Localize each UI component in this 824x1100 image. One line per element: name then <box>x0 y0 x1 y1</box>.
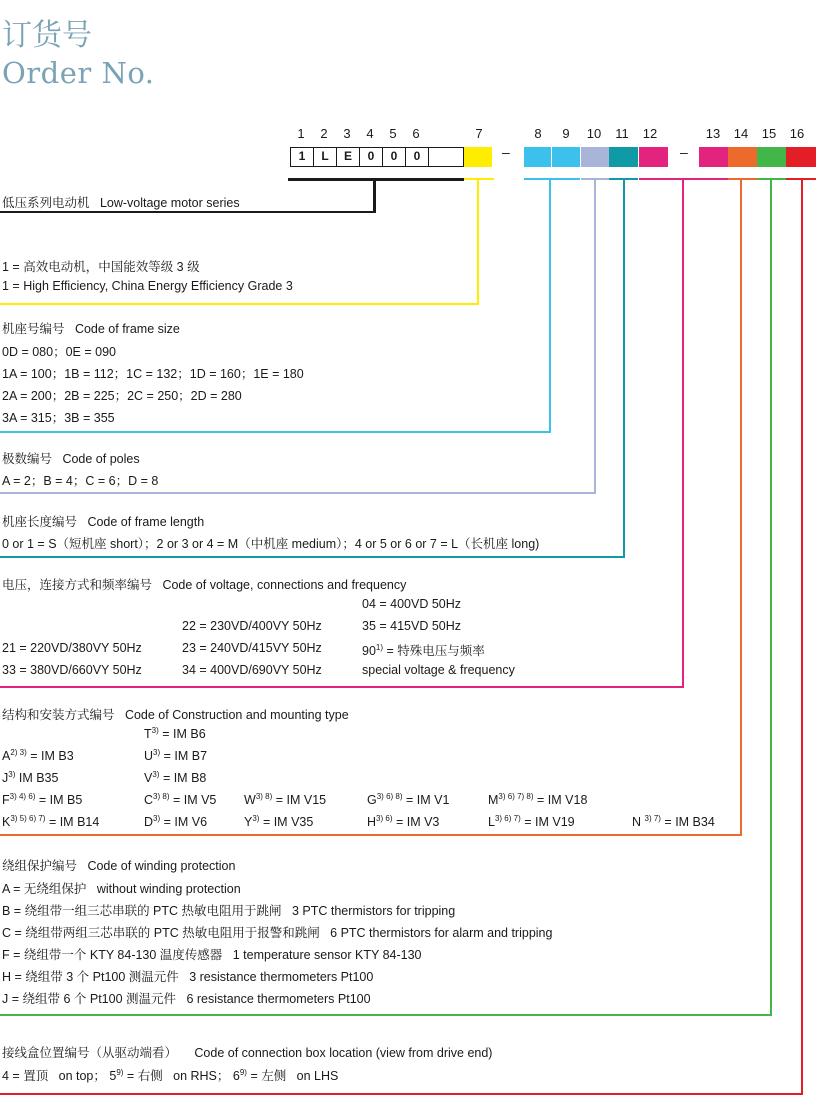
construction-item <box>244 793 326 807</box>
footnote-ref: 3) <box>153 813 161 823</box>
position-number: 16 <box>789 126 805 141</box>
color-box-13 <box>699 147 728 167</box>
code: L <box>488 815 495 829</box>
code: M <box>488 793 499 807</box>
value: = IM V19 <box>520 815 575 829</box>
voltage-code: 22 = 230VD/400VY 50Hz <box>182 619 322 633</box>
frame-size-row: 1A = 100；1B = 112；1C = 132；1D = 160；1E = 180 <box>2 367 304 381</box>
voltage-code: 35 = 415VD 50Hz <box>362 619 462 633</box>
bracket-yellow <box>464 178 494 180</box>
code: G <box>367 793 377 807</box>
series-en: Low-voltage motor series <box>99 196 240 210</box>
construction-item <box>632 815 715 829</box>
code: K <box>2 815 11 829</box>
code: H <box>367 815 377 829</box>
bracket-cyan <box>524 178 580 180</box>
code-box-blank <box>429 147 464 167</box>
footnote-ref: 3) <box>8 769 16 779</box>
value: = IM B34 <box>660 815 715 829</box>
construction-item <box>244 815 313 829</box>
box-location-lhs-en: on LHS <box>296 1069 339 1083</box>
footnote-ref: 3) 6) 7) 8) <box>498 791 534 801</box>
winding-en: 6 resistance thermometers Pt100 <box>186 992 371 1006</box>
code: D <box>144 815 154 829</box>
winding-en: 3 PTC thermistors for tripping <box>291 904 456 918</box>
box-location-rhs: = 右侧 <box>123 1069 163 1083</box>
construction-heading-zh: 结构和安装方式编号 <box>2 708 115 722</box>
position-number: 11 <box>615 126 629 141</box>
winding-en: without winding protection <box>96 882 241 896</box>
footnote-ref: 3) <box>252 813 260 823</box>
position-number: 13 <box>705 126 721 141</box>
winding-row <box>2 945 422 963</box>
line-magenta-h <box>0 686 684 688</box>
line-black-h <box>0 211 376 213</box>
line-green-v <box>770 178 772 1016</box>
voltage-code: special voltage & frequency <box>362 663 515 677</box>
code: J <box>2 771 9 785</box>
line-yellow-h <box>0 303 479 305</box>
box-location-heading-en: Code of connection box location (view from drive end) <box>194 1046 493 1060</box>
winding-zh: F = 绕组带一个 KTY 84-130 温度传感器 <box>2 948 223 962</box>
construction-item <box>2 749 74 763</box>
box-location-lhs: = 左侧 <box>246 1069 287 1083</box>
code-box: L <box>314 147 337 167</box>
efficiency-zh-row <box>2 257 200 275</box>
efficiency-zh: 高效电动机，中国能效等级 3 级 <box>23 260 200 274</box>
line-red-h <box>0 1093 803 1095</box>
position-number: 6 <box>412 126 420 141</box>
color-box-9 <box>552 147 580 167</box>
construction-item <box>488 815 575 829</box>
box-location-heading-zh: 接线盒位置编号（从驱动端看） <box>2 1046 178 1060</box>
frame-length-row: 0 or 1 = S（短机座 short）；2 or 3 or 4 = M（中机座 medium）；4 or 5 or 6 or 7 = L（长机座 long) <box>2 537 540 551</box>
line-green-h <box>0 1014 772 1016</box>
code-box: E <box>337 147 360 167</box>
winding-row <box>2 967 373 985</box>
page-title-en: Order No. <box>2 56 155 90</box>
box-location-lhs-code: 6 <box>232 1069 240 1083</box>
box-location-heading <box>2 1043 492 1061</box>
color-box-7 <box>464 147 492 167</box>
position-number: 2 <box>320 126 328 141</box>
winding-zh: B = 绕组带一组三芯串联的 PTC 热敏电阻用于跳闸 <box>2 904 282 918</box>
construction-item <box>144 815 207 829</box>
position-number: 14 <box>733 126 749 141</box>
box-location-rhs-code: 5 <box>109 1069 117 1083</box>
code: A <box>2 749 11 763</box>
series-zh: 低压系列电动机 <box>2 196 90 210</box>
position-number: 4 <box>366 126 374 141</box>
footnote-ref: 3) 5) 6) 7) <box>10 813 46 823</box>
value: = IM V6 <box>160 815 208 829</box>
code: N <box>632 815 645 829</box>
footnote-ref: 3) 7) <box>644 813 661 823</box>
frame-size-row: 0D = 080；0E = 090 <box>2 345 116 359</box>
footnote-ref: 3) 6) 7) <box>494 813 521 823</box>
poles-heading <box>2 449 140 467</box>
position-number: 1 <box>297 126 305 141</box>
efficiency-code: 1 = <box>2 260 24 274</box>
poles-heading-zh: 极数编号 <box>2 452 53 466</box>
code: V <box>144 771 153 785</box>
value: = IM B6 <box>158 727 206 741</box>
frame-size-heading-zh: 机座号编号 <box>2 322 65 336</box>
voltage-code-value: 90 <box>362 644 376 658</box>
code-box: 1 <box>290 147 314 167</box>
line-cyan-h <box>0 431 551 433</box>
bracket-orange <box>728 178 757 180</box>
winding-zh: A = 无绕组保护 <box>2 882 87 896</box>
color-box-8 <box>524 147 552 167</box>
line-orange-h <box>0 834 742 836</box>
code: U <box>144 749 154 763</box>
construction-item <box>367 815 439 829</box>
line-yellow-v <box>477 178 479 305</box>
voltage-code-special <box>362 641 485 659</box>
winding-en: 1 temperature sensor KTY 84-130 <box>232 948 422 962</box>
winding-row <box>2 923 552 941</box>
construction-item <box>2 771 58 785</box>
position-number: 15 <box>761 126 777 141</box>
box-location-top-en: on top； <box>58 1069 106 1083</box>
position-number: 7 <box>475 126 483 141</box>
winding-row <box>2 901 455 919</box>
value: = IM B8 <box>159 771 207 785</box>
code-box: 0 <box>360 147 383 167</box>
winding-heading-en: Code of winding protection <box>87 859 236 873</box>
winding-heading-zh: 绕组保护编号 <box>2 859 78 873</box>
code-box: 0 <box>406 147 429 167</box>
line-lavender-v <box>594 178 596 494</box>
color-box-16 <box>786 147 816 167</box>
frame-length-heading-zh: 机座长度编号 <box>2 515 78 529</box>
footnote-ref: 3) 8) <box>255 791 273 801</box>
line-red-v <box>801 178 803 1095</box>
construction-item <box>488 793 587 807</box>
position-number: 9 <box>562 126 570 141</box>
separator: – <box>502 144 510 160</box>
winding-row <box>2 879 241 897</box>
construction-heading <box>2 705 349 723</box>
code: W <box>244 793 256 807</box>
value: = IM V35 <box>259 815 314 829</box>
construction-item <box>144 793 216 807</box>
line-teal-v <box>623 178 625 558</box>
box-location-rhs-en: on RHS； <box>173 1069 230 1083</box>
voltage-heading <box>2 575 406 593</box>
footnote-ref: 3) 4) 6) <box>9 791 36 801</box>
color-box-12 <box>639 147 668 167</box>
footnote-ref: 3) <box>151 725 159 735</box>
winding-zh: J = 绕组带 6 个 Pt100 测温元件 <box>2 992 177 1006</box>
line-teal-h <box>0 556 625 558</box>
frame-size-heading-en: Code of frame size <box>74 322 180 336</box>
value: = IM V5 <box>169 793 217 807</box>
position-number: 8 <box>534 126 542 141</box>
voltage-code: 34 = 400VD/690VY 50Hz <box>182 663 322 677</box>
separator: – <box>680 144 688 160</box>
value: = IM V18 <box>533 793 588 807</box>
footnote-ref: 3) <box>152 769 160 779</box>
position-number: 3 <box>343 126 351 141</box>
winding-zh: H = 绕组带 3 个 Pt100 测温元件 <box>2 970 179 984</box>
position-number: 12 <box>642 126 658 141</box>
efficiency-en: 1 = High Efficiency, China Energy Efficiency Grade 3 <box>2 279 293 293</box>
construction-item <box>2 815 99 829</box>
line-magenta-v <box>682 178 684 688</box>
winding-row <box>2 989 371 1007</box>
footnote-ref: 1) <box>375 642 384 652</box>
value: = IM B3 <box>26 749 74 763</box>
poles-row: A = 2；B = 4；C = 6；D = 8 <box>2 474 159 488</box>
color-box-15 <box>757 147 786 167</box>
code: T <box>144 727 152 741</box>
voltage-code: 21 = 220VD/380VY 50Hz <box>2 641 142 655</box>
line-lavender-h <box>0 492 596 494</box>
frame-size-row: 2A = 200；2B = 225；2C = 250；2D = 280 <box>2 389 242 403</box>
code: F <box>2 793 10 807</box>
footnote-ref: 3) <box>153 747 161 757</box>
value: IM B35 <box>15 771 59 785</box>
code-box: 0 <box>383 147 406 167</box>
color-box-11 <box>609 147 638 167</box>
code: Y <box>244 815 253 829</box>
voltage-code: 33 = 380VD/660VY 50Hz <box>2 663 142 677</box>
construction-item <box>2 793 82 807</box>
winding-en: 3 resistance thermometers Pt100 <box>189 970 374 984</box>
footnote-ref: 9) <box>239 1067 247 1077</box>
code: C <box>144 793 154 807</box>
position-number: 5 <box>389 126 397 141</box>
value: = IM V1 <box>402 793 450 807</box>
box-location-row <box>2 1066 338 1084</box>
construction-item <box>144 749 207 763</box>
construction-item <box>144 727 206 741</box>
box-location-top: 4 = 置顶 <box>2 1069 49 1083</box>
value: = IM B5 <box>35 793 83 807</box>
construction-item <box>144 771 206 785</box>
winding-zh: C = 绕组带两组三芯串联的 PTC 热敏电阻用于报警和跳闸 <box>2 926 320 940</box>
value: = IM B14 <box>45 815 100 829</box>
footnote-ref: 3) 8) <box>153 791 170 801</box>
frame-length-heading-en: Code of frame length <box>87 515 205 529</box>
line-cyan-v <box>549 178 551 433</box>
voltage-code-desc: = 特殊电压与频率 <box>383 644 485 658</box>
footnote-ref: 2) 3) <box>10 747 27 757</box>
line-orange-v <box>740 178 742 836</box>
voltage-code: 23 = 240VD/415VY 50Hz <box>182 641 322 655</box>
color-box-10 <box>581 147 609 167</box>
footnote-ref: 9) <box>116 1067 124 1077</box>
footnote-ref: 3) 6) 8) <box>376 791 403 801</box>
poles-heading-en: Code of poles <box>62 452 140 466</box>
voltage-heading-en: Code of voltage, connections and frequency <box>162 578 407 592</box>
voltage-code: 04 = 400VD 50Hz <box>362 597 462 611</box>
construction-item <box>367 793 449 807</box>
value: = IM V15 <box>272 793 327 807</box>
winding-heading <box>2 856 235 874</box>
position-number: 10 <box>586 126 602 141</box>
value: = IM B7 <box>160 749 208 763</box>
page-title-zh: 订货号 <box>2 18 92 53</box>
frame-length-heading <box>2 512 204 530</box>
series-heading <box>2 193 240 211</box>
value: = IM V3 <box>392 815 440 829</box>
line-black-v <box>373 178 376 213</box>
frame-size-row: 3A = 315；3B = 355 <box>2 411 115 425</box>
frame-size-heading <box>2 319 180 337</box>
bracket-black <box>288 178 464 181</box>
footnote-ref: 3) 6) <box>376 813 393 823</box>
winding-en: 6 PTC thermistors for alarm and tripping <box>330 926 553 940</box>
voltage-heading-zh: 电压，连接方式和频率编号 <box>2 578 153 592</box>
color-box-14 <box>728 147 757 167</box>
construction-heading-en: Code of Construction and mounting type <box>124 708 349 722</box>
